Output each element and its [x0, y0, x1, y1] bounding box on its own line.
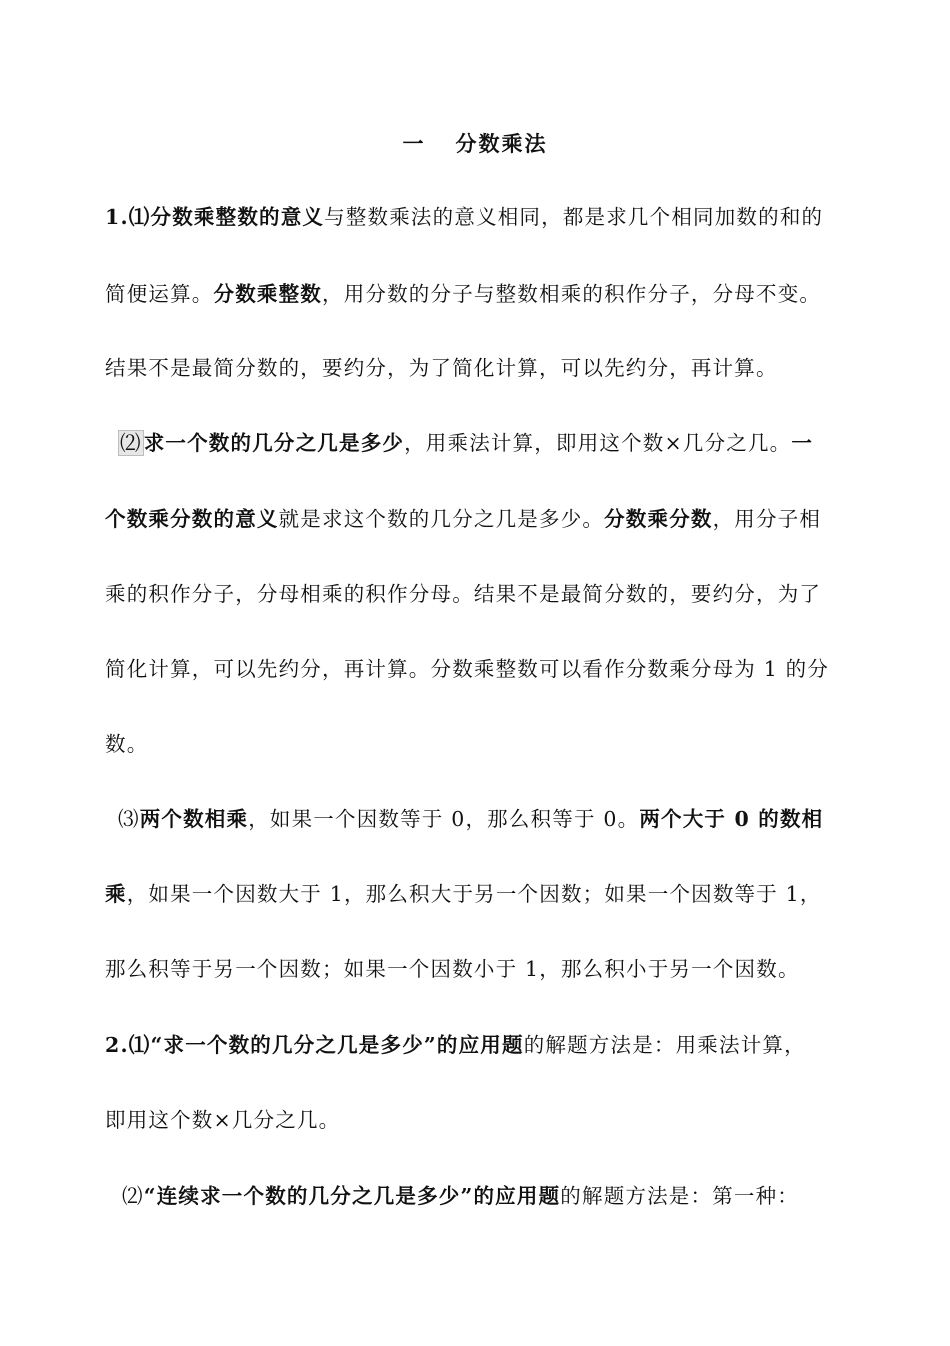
bold-term: 分数乘分数: [604, 507, 713, 531]
paragraph-line: [105, 729, 850, 759]
body-text: 数。: [105, 732, 149, 756]
bold-term: 求一个数的几分之几是多少: [143, 431, 405, 455]
body-text: ，用分数的分子与整数相乘的积作分子，分母不变。: [322, 282, 822, 306]
body-text: 那么积等于另一个因数；如果一个因数小于 1，那么积小于另一个因数。: [105, 957, 800, 981]
section-title: [0, 128, 950, 158]
list-marker: ⑵: [122, 1184, 144, 1208]
bold-term: 分数乘整数: [213, 282, 322, 306]
bold-term: 两个数相乘: [139, 807, 249, 831]
body-text: 与整数乘法的意义相同，都是求几个相同加数的和的: [324, 205, 824, 229]
bold-term: 个数乘分数的意义: [105, 507, 279, 531]
body-text: 简便运算。: [105, 282, 214, 306]
list-marker: ⑵: [120, 431, 142, 455]
paragraph-line: [105, 954, 850, 984]
paragraph-line: [122, 1181, 867, 1211]
body-text: ，用乘法计算，即用这个数×几分之几。: [404, 431, 792, 455]
paragraph-line: [105, 1030, 850, 1060]
paragraph-line: [105, 202, 850, 232]
body-text: 的解题方法是：第一种：: [560, 1184, 799, 1208]
body-text: ，用分子相: [712, 507, 822, 531]
section-number: 一: [402, 131, 426, 156]
item-number: 1.⑴: [105, 205, 151, 229]
body-text: 就是求这个数的几分之几是多少。: [278, 507, 605, 531]
body-text: 结果不是最简分数的，要约分，为了简化计算，可以先约分，再计算。: [105, 356, 778, 380]
bold-term: 乘: [105, 882, 127, 906]
paragraph-line: [105, 279, 850, 309]
body-text: 的解题方法是：用乘法计算，: [523, 1033, 806, 1057]
paragraph-line: [105, 654, 850, 684]
paragraph-line: [118, 428, 863, 458]
body-text: 简化计算，可以先约分，再计算。分数乘整数可以看作分数乘分母为 1 的分: [105, 657, 830, 681]
paragraph-line: [105, 579, 850, 609]
body-text: 乘的积作分子，分母相乘的积作分母。结果不是最简分数的，要约分，为了: [105, 582, 822, 606]
body-text: 即用这个数×几分之几。: [105, 1108, 341, 1132]
list-marker: ⑶: [118, 807, 140, 831]
bold-term: 两个大于 0 的数相: [639, 807, 824, 831]
item-number: 2.⑴: [105, 1033, 151, 1057]
bold-term: “求一个数的几分之几是多少”的应用题: [150, 1033, 524, 1057]
body-text: ，如果一个因数等于 0，那么积等于 0。: [248, 807, 640, 831]
paragraph-line: [105, 879, 850, 909]
bold-term: 一: [791, 431, 814, 455]
paragraph-line: [105, 504, 850, 534]
paragraph-line: [105, 1105, 850, 1135]
paragraph-line: [105, 353, 850, 383]
body-text: ，如果一个因数大于 1，那么积大于另一个因数；如果一个因数等于 1，: [126, 882, 822, 906]
bold-term: “连续求一个数的几分之几是多少”的应用题: [143, 1184, 561, 1208]
bold-term: 分数乘整数的意义: [150, 205, 325, 229]
section-title-text: 分数乘法: [455, 131, 548, 156]
paragraph-line: [118, 804, 863, 834]
